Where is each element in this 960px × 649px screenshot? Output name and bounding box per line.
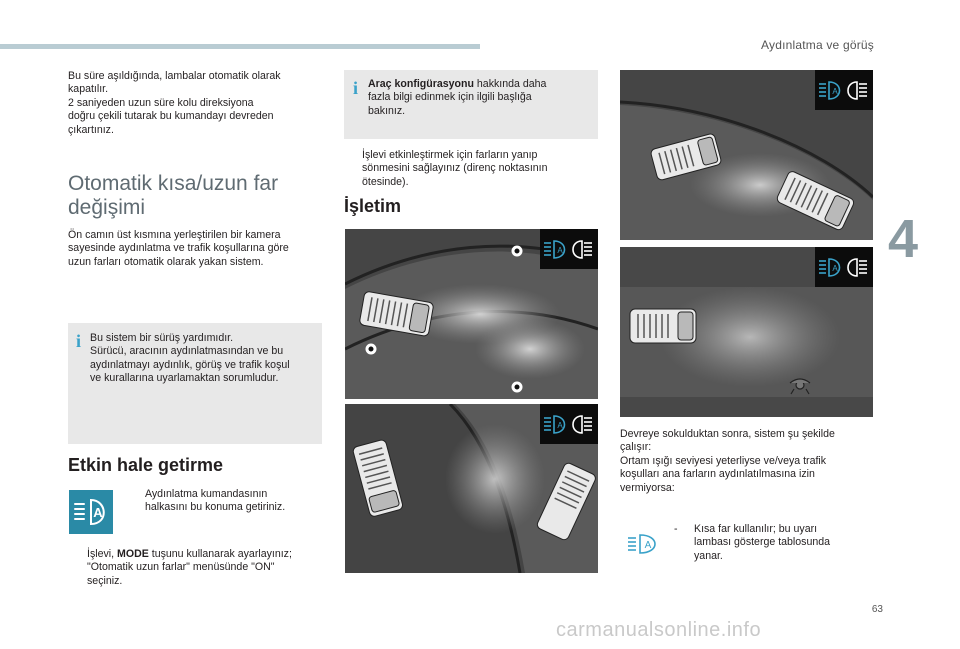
chapter-number: 4: [888, 209, 919, 269]
config-bold: Araç konfigürasyonu: [368, 78, 474, 90]
illustration-oncoming-vehicle: [345, 404, 598, 573]
auto-letter: A: [557, 246, 563, 255]
operation-description: Devreye sokulduktan sonra, sistem şu şekilde çalışır: Ortam ışığı seviyesi yeterliyse ve/veya trafik koşulları ana farların aydınlatılmasına izin vermiyorsa:: [620, 428, 835, 494]
header-bar: [0, 44, 480, 49]
list-dash: -: [674, 523, 678, 535]
info-box-text: Bu sistem bir sürüş yardımıdır. Sürücü, aracının aydınlatmasından ve bu aydınlatmayı aydınlık, görüş ve trafik koşul ve kurallarına uyarlamaktan sorumludur.: [90, 332, 290, 385]
info-box-configuration: [344, 70, 598, 139]
auto-letter: A: [557, 421, 563, 430]
watermark: carmanualsonline.info: [556, 619, 762, 641]
flash-step-text: İşlevi etkinleştirmek için farların yanıp sönmesini sağlayınız (direnç noktasının ötesinde).: [362, 149, 548, 188]
illustration-vehicle-ahead: [620, 70, 873, 240]
config-rest: hakkında daha fazla bilgi edinmek için ilgili başlığa bakınız.: [368, 78, 547, 117]
page-number: 63: [871, 604, 883, 615]
page-header-title: Aydınlatma ve görüş: [761, 38, 874, 52]
intro-text: Bu süre aşıldığında, lambalar otomatik olarak kapatılır. 2 saniyeden uzun süre kolu direksiyona doğru çekili tutarak bu kumandayı devreden çıkartınız.: [68, 70, 281, 136]
auto-high-beam-icon: [627, 533, 661, 555]
system-description: Ön camın üst kısmına yerleştirilen bir kamera sayesinde aydınlatma ve trafik koşullarına göre uzun farları otomatik olarak yakan sistem.: [68, 229, 289, 268]
auto-high-beam-icon: [69, 490, 113, 534]
auto-beam-heading: Otomatik kısa/uzun far değişimi: [68, 172, 279, 219]
illustration-fog-low-beam: [620, 247, 873, 417]
illustration-high-beam-curve: [345, 229, 598, 399]
info-icon: i: [76, 331, 82, 351]
activation-step-1: Aydınlatma kumandasının halkasını bu konuma getiriniz.: [145, 488, 286, 514]
config-info-text: [368, 78, 594, 118]
mode-key-label: MODE: [117, 548, 149, 560]
auto-letter: A: [644, 540, 652, 551]
activation-step-2: [87, 548, 327, 588]
low-beam-result: Kısa far kullanılır; bu uyarı lambası gösterge tablosunda yanar.: [694, 523, 831, 562]
operation-heading: İşletim: [344, 196, 402, 216]
info-icon: i: [353, 78, 359, 98]
auto-letter: A: [832, 264, 838, 273]
step2-prefix: İşlevi,: [87, 548, 118, 560]
activation-heading: Etkin hale getirme: [68, 455, 224, 475]
info-box-driver-aid: [68, 323, 322, 444]
step2-rest: tuşunu kullanarak ayarlayınız; "Otomatik uzun farlar" menüsünde "ON" seçiniz.: [87, 548, 292, 587]
auto-letter: A: [93, 505, 103, 520]
auto-letter: A: [832, 87, 838, 96]
